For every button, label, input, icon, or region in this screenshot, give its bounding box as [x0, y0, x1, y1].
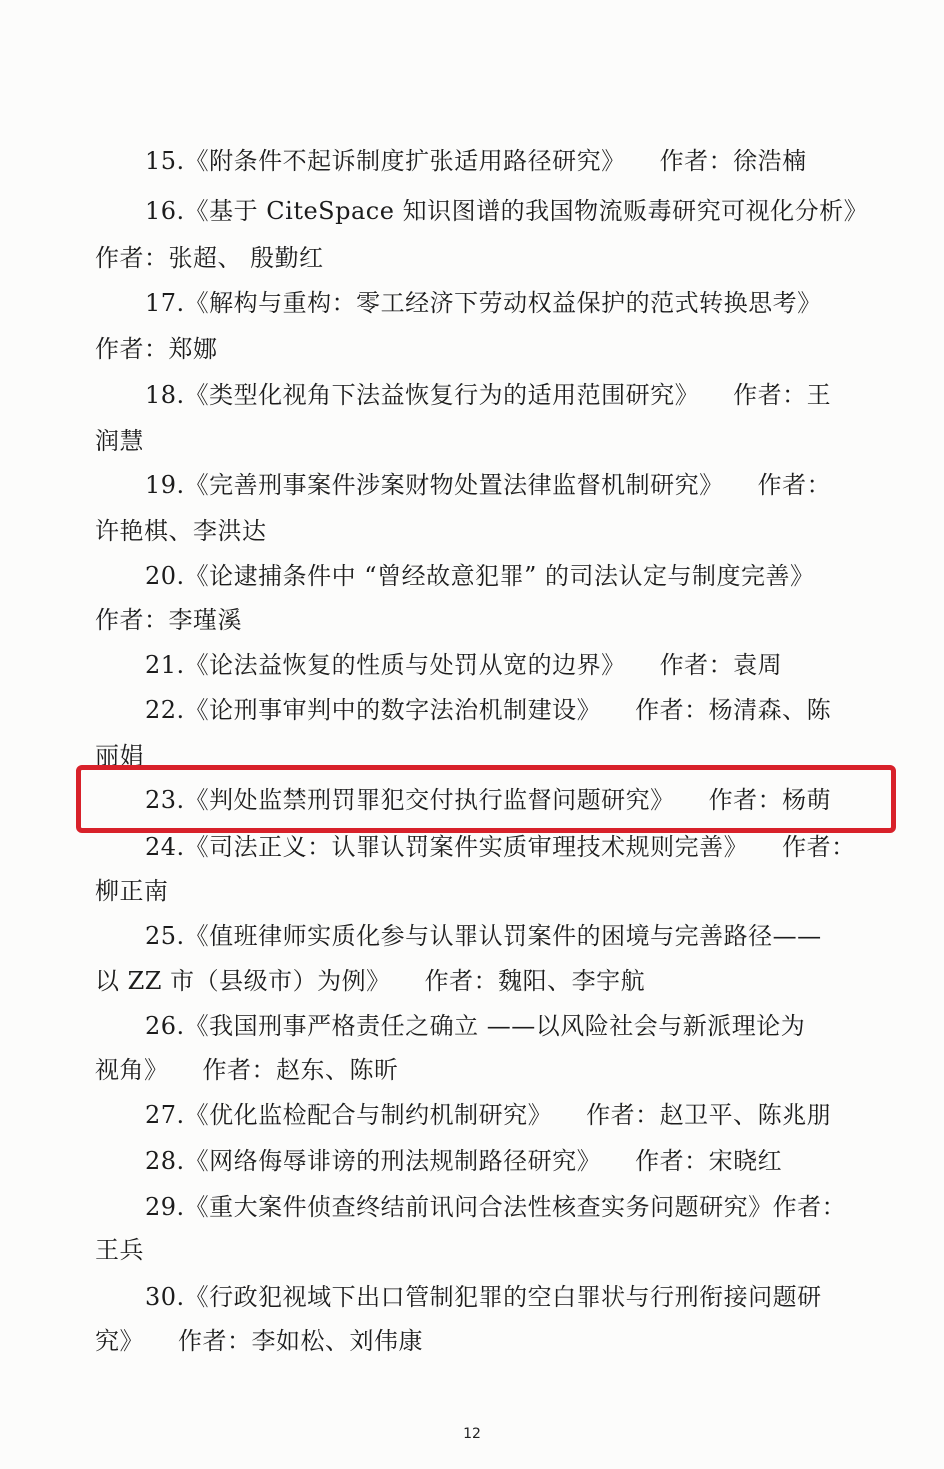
entry-28: 28.《网络侮辱诽谤的刑法规制路径研究》 作者：宋晓红 — [145, 1147, 783, 1175]
entry-20-authors: 作者：李瑾溪 — [95, 606, 242, 634]
entry-26: 26.《我国刑事严格责任之确立 ——以风险社会与新派理论为 — [145, 1012, 806, 1040]
entry-17-authors: 作者：郑娜 — [95, 335, 218, 363]
entry-19: 19.《完善刑事案件涉案财物处置法律监督机制研究》 作者： — [145, 471, 832, 499]
entry-29: 29.《重大案件侦查终结前讯问合法性核查实务问题研究》作者： — [145, 1193, 847, 1221]
entry-21: 21.《论法益恢复的性质与处罚从宽的边界》 作者：袁周 — [145, 651, 783, 679]
page-number: 12 — [463, 1426, 481, 1442]
entry-18: 18.《类型化视角下法益恢复行为的适用范围研究》 作者：王 — [145, 381, 832, 409]
entry-19-authors: 许艳棋、李洪达 — [95, 517, 267, 545]
entry-25-cont: 以 ZZ 市（县级市）为例》 作者：魏阳、李宇航 — [95, 967, 646, 995]
entry-20: 20.《论逮捕条件中 “曾经故意犯罪” 的司法认定与制度完善》 — [145, 562, 815, 590]
entry-24-authors: 柳正南 — [95, 877, 169, 905]
entry-25: 25.《值班律师实质化参与认罪认罚案件的困境与完善路径—— — [145, 922, 822, 950]
entry-23: 23.《判处监禁刑罚罪犯交付执行监督问题研究》 作者：杨萌 — [145, 786, 832, 814]
entry-18-authors: 润慧 — [95, 427, 144, 455]
entry-30-cont: 究》 作者：李如松、刘伟康 — [95, 1327, 423, 1355]
entry-24: 24.《司法正义：认罪认罚案件实质审理技术规则完善》 作者： — [145, 833, 856, 861]
highlight-box — [76, 765, 896, 833]
entry-16: 16.《基于 CiteSpace 知识图谱的我国物流贩毒研究可视化分析》 — [145, 197, 869, 225]
entry-26-cont: 视角》 作者：赵东、陈昕 — [95, 1056, 399, 1084]
entry-22-authors: 丽娟 — [95, 742, 144, 770]
entry-30: 30.《行政犯视域下出口管制犯罪的空白罪状与行刑衔接问题研 — [145, 1283, 822, 1311]
entry-27: 27.《优化监检配合与制约机制研究》 作者：赵卫平、陈兆朋 — [145, 1101, 832, 1129]
entry-15: 15.《附条件不起诉制度扩张适用路径研究》 作者：徐浩楠 — [145, 147, 807, 175]
entry-22: 22.《论刑事审判中的数字法治机制建设》 作者：杨清森、陈 — [145, 696, 832, 724]
entry-17: 17.《解构与重构：零工经济下劳动权益保护的范式转换思考》 — [145, 289, 822, 317]
entry-16-authors: 作者：张超、 殷勤红 — [95, 244, 324, 272]
entry-29-authors: 王兵 — [95, 1236, 144, 1264]
